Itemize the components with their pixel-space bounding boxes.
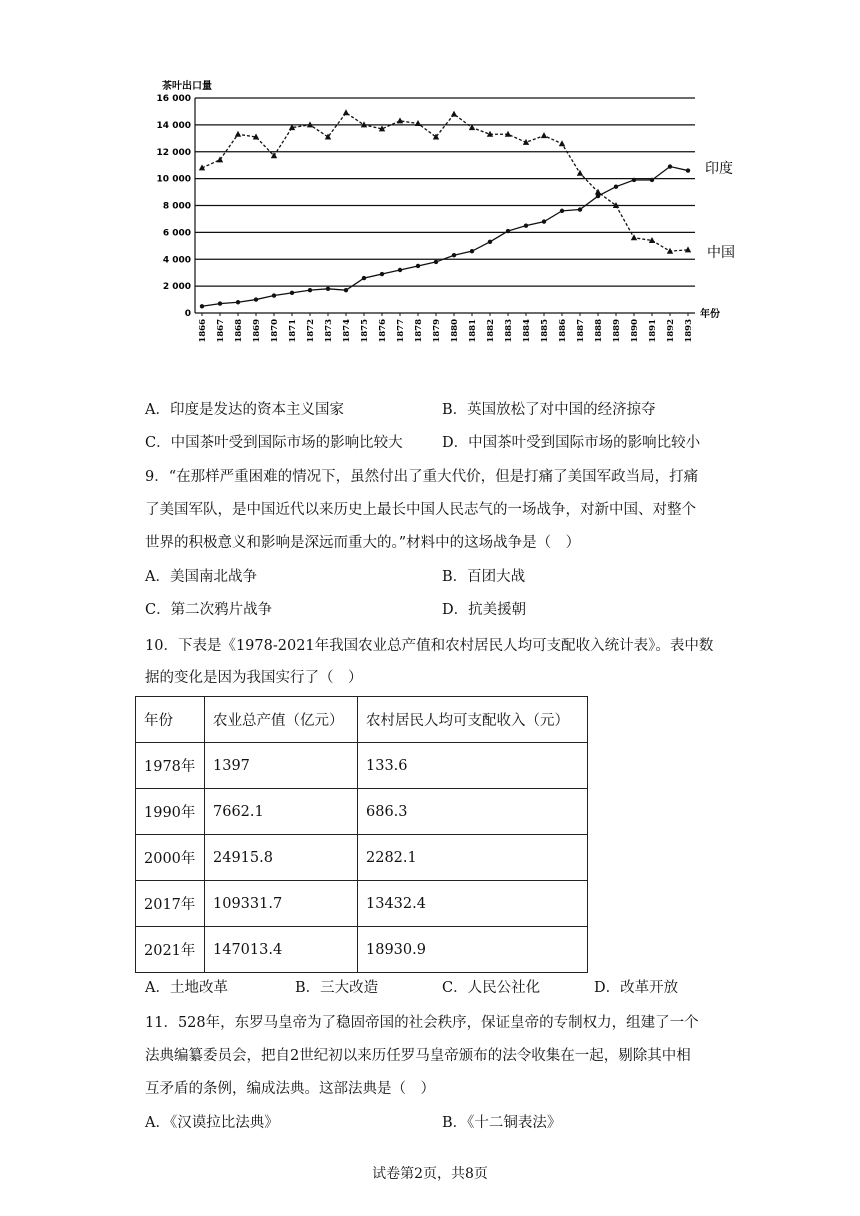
table-cell: 147013.4 [205,927,358,973]
q9-option-a[interactable]: A．美国南北战争 [145,569,257,585]
table-cell: 686.3 [358,789,588,835]
chart-xlabel: 年份 [700,309,720,320]
x-tick-label: 1891 [648,319,658,343]
data-point [488,240,492,244]
q9-stem-line-2: 了美国军队，是中国近代以来历史上最长中国人民志气的一场战争，对新中国、对整个 [145,502,696,518]
q11-stem-line-2: 法典编纂委员会，把自2世纪初以来历任罗马皇帝颁布的法令收集在一起，剔除其中相 [145,1048,691,1064]
y-tick-label: 6 000 [162,228,191,239]
y-tick-label: 0 [184,309,191,319]
table-cell: 13432.4 [358,881,588,927]
data-point [560,209,564,213]
table-row [136,835,588,881]
x-tick-label: 1889 [612,319,622,343]
x-tick-label: 1886 [558,319,568,343]
x-tick-label: 1870 [270,319,280,343]
data-point [290,291,294,295]
table-cell: 18930.9 [358,927,588,973]
data-point [559,140,565,146]
y-tick-label: 14 000 [156,120,191,131]
data-point [595,189,601,195]
y-tick-label: 2 000 [162,282,191,293]
x-tick-label: 1877 [396,319,406,343]
data-point [614,184,618,188]
q10-stem-line-1: 10．下表是《1978-2021年我国农业总产值和农村居民人均可支配收入统计表》。表中数 [145,638,714,654]
table-cell: 133.6 [358,743,588,789]
q9-stem-line-3: 世界的积极意义和影响是深远而重大的。”材料中的这场战争是（ ） [145,535,581,551]
x-tick-label: 1868 [234,319,244,343]
data-point [434,260,438,264]
x-tick-label: 1882 [486,319,496,343]
x-tick-label: 1875 [360,319,370,343]
y-tick-label: 4 000 [162,255,191,266]
data-point [578,207,582,211]
data-point [632,178,636,182]
chart-ylabel: 茶叶出口量 [162,81,212,92]
data-point [398,268,402,272]
q11-option-b[interactable]: B．《十二铜表法》 [442,1115,562,1131]
x-tick-label: 1880 [450,319,460,343]
x-tick-label: 1887 [576,319,586,343]
table-header-cell: 年份 [136,697,205,743]
y-tick-label: 16 000 [156,94,191,104]
table-cell: 1978年 [136,743,205,789]
stats-table [135,696,588,973]
table-row [136,927,588,973]
data-point [397,117,403,123]
x-tick-label: 1885 [540,319,550,343]
x-tick-label: 1873 [324,319,334,343]
table-cell: 1397 [205,743,358,789]
data-point [235,131,241,137]
x-tick-label: 1871 [288,319,298,343]
table-cell: 24915.8 [205,835,358,881]
x-tick-label: 1884 [522,319,532,343]
x-tick-label: 1878 [414,319,424,343]
table-row [136,881,588,927]
y-tick-label: 8 000 [162,201,191,212]
page-footer: 试卷第2页，共8页 [372,1166,488,1182]
data-point [217,156,223,162]
q11-stem-line-1: 11．528年，东罗马皇帝为了稳固帝国的社会秩序，保证皇帝的专制权力，组建了一个 [145,1015,699,1031]
table-row [136,743,588,789]
data-point [631,234,637,240]
data-point [416,264,420,268]
data-point [415,120,421,126]
table-cell: 2017年 [136,881,205,927]
x-tick-label: 1867 [216,319,226,343]
x-tick-label: 1892 [666,319,676,343]
x-tick-label: 1893 [684,319,694,343]
x-tick-label: 1876 [378,319,388,343]
q9-option-d[interactable]: D．抗美援朝 [442,602,527,618]
data-point [200,304,204,308]
table-cell: 7662.1 [205,789,358,835]
q10-option-d[interactable]: D．改革开放 [594,980,679,996]
data-point [668,164,672,168]
data-point [344,288,348,292]
data-point [362,276,366,280]
q9-option-c[interactable]: C．第二次鸦片战争 [145,602,273,618]
table-row [136,789,588,835]
x-tick-label: 1866 [198,319,208,343]
data-point [451,111,457,117]
x-tick-label: 1881 [468,319,478,343]
q11-option-a[interactable]: A．《汉谟拉比法典》 [145,1115,279,1131]
q8-option-a[interactable]: A．印度是发达的资本主义国家 [145,402,344,418]
data-point [541,132,547,138]
data-point [685,246,691,252]
data-point [218,301,222,305]
data-point [308,288,312,292]
q8-option-b[interactable]: B．英国放松了对中国的经济掠夺 [442,402,656,418]
q9-stem-line-1: 9．“在那样严重困难的情况下，虽然付出了重大代价，但是打痛了美国军政当局，打痛 [145,469,699,485]
data-point [380,272,384,276]
data-point [667,248,673,254]
data-point [343,109,349,115]
q8-option-c[interactable]: C．中国茶叶受到国际市场的影响比较大 [145,435,403,451]
table-cell: 2000年 [136,835,205,881]
data-point [542,219,546,223]
x-tick-label: 1883 [504,319,514,343]
q10-option-b[interactable]: B．三大改造 [295,980,379,996]
data-point [236,300,240,304]
series-label-china: 中国 [707,245,735,261]
q10-option-a[interactable]: A．土地改革 [145,980,228,996]
x-tick-label: 1872 [306,319,316,343]
data-point [650,178,654,182]
table-cell: 2282.1 [358,835,588,881]
x-tick-label: 1890 [630,319,640,343]
data-point [506,229,510,233]
tea-export-chart [150,75,750,360]
x-tick-label: 1888 [594,319,604,343]
q10-option-c[interactable]: C．人民公社化 [442,980,541,996]
data-point [326,287,330,291]
data-point [524,223,528,227]
table-cell: 2021年 [136,927,205,973]
x-tick-label: 1869 [252,319,262,343]
series-label-india: 印度 [705,161,733,177]
y-tick-label: 10 000 [156,174,191,185]
x-tick-label: 1874 [342,319,352,343]
table-cell: 1990年 [136,789,205,835]
q9-option-b[interactable]: B．百团大战 [442,569,526,585]
data-point [470,249,474,253]
x-tick-label: 1879 [432,319,442,343]
q8-option-d[interactable]: D．中国茶叶受到国际市场的影响比较小 [442,435,701,451]
table-cell: 109331.7 [205,881,358,927]
y-tick-label: 12 000 [156,147,191,158]
table-header-cell: 农村居民人均可支配收入（元） [358,697,588,743]
table-header-cell: 农业总产值（亿元） [205,697,358,743]
table-header-row [136,697,588,743]
q11-stem-line-3: 互矛盾的条例，编成法典。这部法典是（ ） [145,1081,435,1097]
data-point [254,297,258,301]
data-point [452,253,456,257]
data-point [272,293,276,297]
q10-stem-line-2: 据的变化是因为我国实行了（ ） [145,670,363,686]
series-line-china [202,113,688,251]
data-point [686,168,690,172]
